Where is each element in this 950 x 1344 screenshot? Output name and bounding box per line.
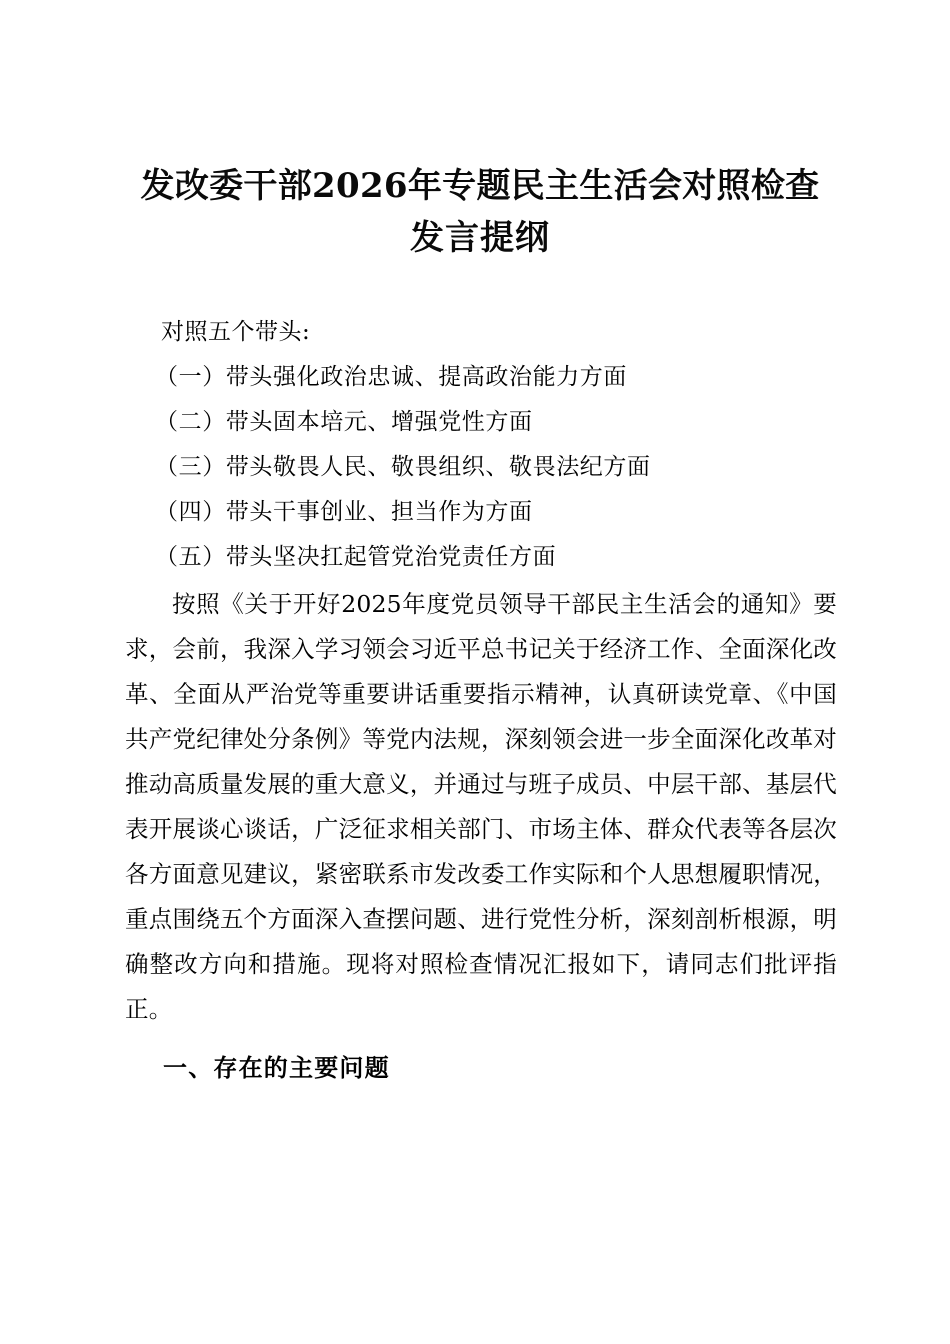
document-body [125,310,837,1091]
page-title-line-1: 发改委干部2026年专题民主生活会对照检查 [140,166,820,206]
list-item: （二）带头固本培元、增强党性方面 [155,409,533,435]
lead-in-line: 对照五个带头: [161,319,311,345]
page-title-line-2: 发言提纲 [410,218,550,258]
page-title [125,160,835,264]
list-item: （五）带头坚决扛起管党治党责任方面 [155,544,557,570]
main-paragraph: 按照《关于开好2025年度党员领导干部民主生活会的通知》要求，会前，我深入学习领会习近平总书记关于经济工作、全面深化改革、全面从严治党等重要讲话重要指示精神，认真研读党章、《中国共产党纪律处分条例》等党内法规，深刻领会进一步全面深化改革对推动高质量发展的重大意义，并通过与班子成员、中层干部、基层代表开展谈心谈话，广泛征求相关部门、市场主体、群众代表等各层次各方面意见建议，紧密联系市发改委工作实际和个人思想履职情况，重点围绕五个方面深入查摆问题、进行党性分析，深刻剖析根源，明确整改方向和措施。现将对照检查情况汇报如下，请同志们批评指正。 [125,590,837,1023]
list-item: （一）带头强化政治忠诚、提高政治能力方面 [155,364,627,390]
list-item: （三）带头敬畏人民、敬畏组织、敬畏法纪方面 [155,454,651,480]
enumerated-list [125,355,837,580]
list-item: （四）带头干事创业、担当作为方面 [155,499,533,525]
section-heading: 一、存在的主要问题 [163,1054,390,1082]
